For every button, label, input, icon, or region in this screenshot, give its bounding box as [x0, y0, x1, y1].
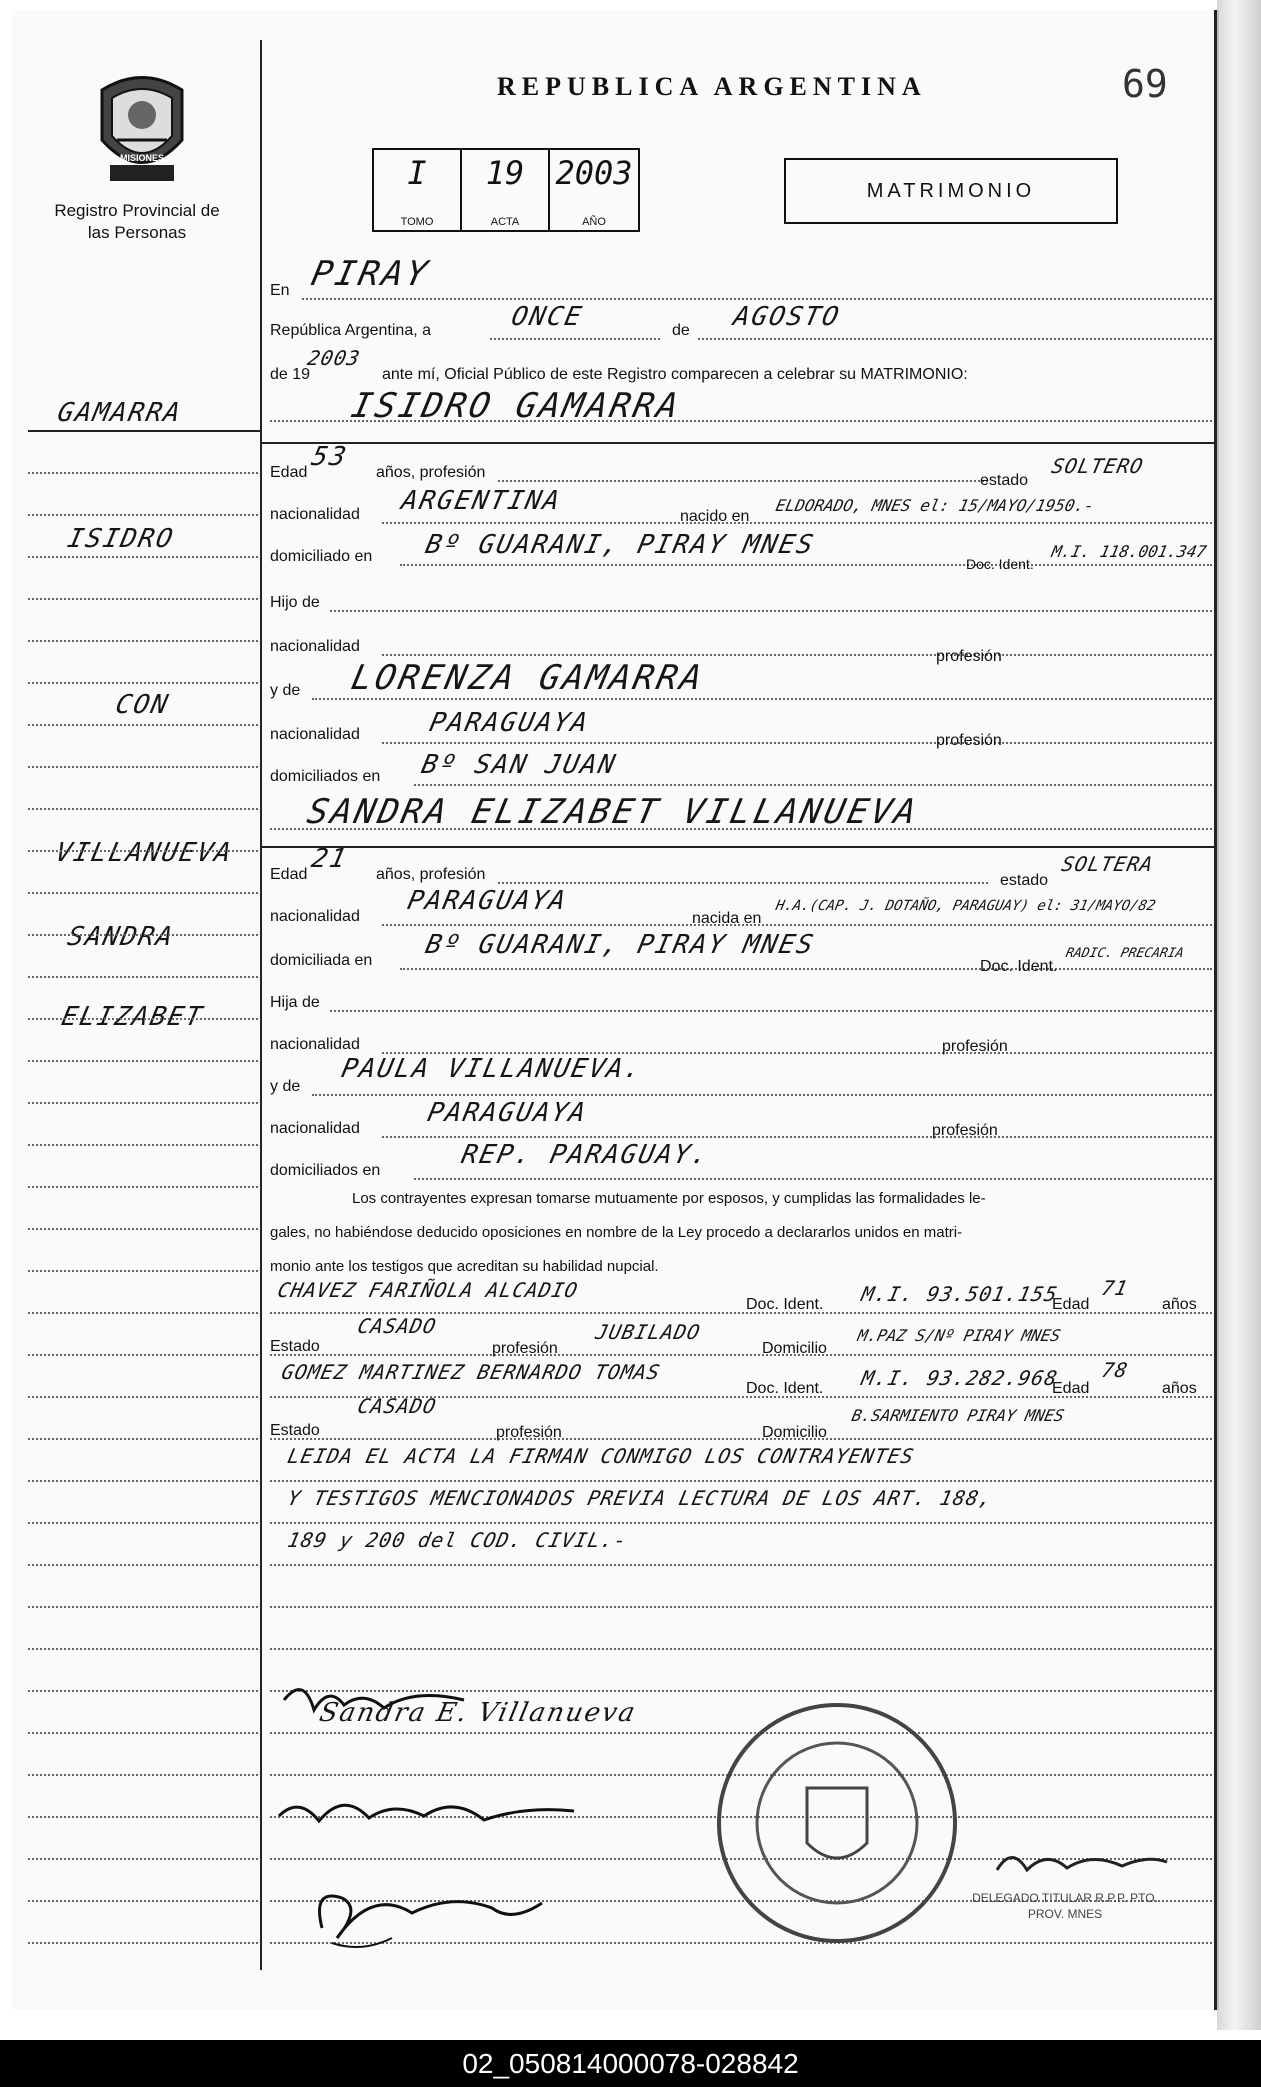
estado-label: estado: [980, 472, 1029, 489]
official-stamp-text: DELEGADO TITULAR R.P.P. PTO. PROV. MNES: [972, 1891, 1158, 1921]
rule: [302, 298, 1212, 300]
domicilio-label: Domicilio: [762, 1424, 827, 1441]
groom-doc: M.I. 118.001.347: [1049, 542, 1209, 561]
nacionalidad-label: nacionalidad: [270, 1036, 360, 1053]
bride-nationality: PARAGUAYA: [404, 886, 571, 916]
margin-ruled-line: [28, 514, 258, 516]
rule: [330, 1010, 1212, 1012]
edad-label: Edad: [270, 464, 308, 481]
rule: [270, 1522, 1212, 1524]
rule: [270, 1438, 1212, 1440]
margin-ruled-line: [28, 1606, 258, 1608]
statement-line-3: monio ante los testigos que acreditan su habilidad nupcial.: [270, 1258, 659, 1275]
en-label: En: [270, 282, 290, 299]
acta-value: 19: [485, 154, 525, 192]
estado-label: Estado: [270, 1338, 320, 1355]
de-label: de: [672, 322, 690, 339]
registry-stamp-icon: [712, 1698, 962, 1948]
domiciliado-label: domiciliado en: [270, 548, 373, 565]
page-edge: [1217, 0, 1261, 2030]
acta-cell: [462, 150, 550, 230]
doc-label: Doc. Ident.: [966, 556, 1034, 572]
margin-divider: [260, 40, 262, 1970]
nacionalidad-label: nacionalidad: [270, 638, 360, 655]
statement-line-1: Los contrayentes expresan tomarse mutuamente por esposos, y cumplidas las formalidades le-: [352, 1190, 986, 1207]
nacionalidad-label: nacionalidad: [270, 908, 360, 925]
ante-text: ante mí, Oficial Público de este Registro comparecen a celebrar su MATRIMONIO:: [382, 366, 968, 383]
witness-2-domicilio: B.SARMIENTO PIRAY MNES: [849, 1406, 1066, 1425]
margin-ruled-line: [28, 1564, 258, 1566]
edad-label: Edad: [270, 866, 308, 883]
hija-label: Hija de: [270, 994, 320, 1011]
bride-full-name: SANDRA ELIZABET VILLANUEVA: [303, 792, 923, 832]
margin-ruled-line: [28, 1816, 258, 1818]
margin-ruled-line: [28, 724, 258, 726]
tomo-cell: [374, 150, 462, 230]
bride-parents-address: REP. PARAGUAY.: [458, 1140, 713, 1170]
anos-label: años: [1162, 1296, 1197, 1313]
rule: [312, 698, 1212, 700]
year-value: 2003: [305, 346, 363, 370]
year-prefix: de 19: [270, 366, 311, 383]
witness-1-doc: M.I. 93.501.155: [859, 1282, 1061, 1306]
day-value: ONCE: [508, 302, 586, 332]
margin-ruled-line: [28, 1648, 258, 1650]
margin-rule: [28, 430, 260, 432]
closing-line-2: Y TESTIGOS MENCIONADOS PREVIA LECTURA DE LOS ART. 188,: [285, 1486, 995, 1510]
profesion-label: profesión: [496, 1424, 562, 1441]
margin-ruled-line: [28, 1438, 258, 1440]
witness-2-signature: [302, 1868, 552, 1958]
witness-2-age: 78: [1099, 1358, 1131, 1382]
bride-doc: RADIC. PRECARIA: [1064, 946, 1186, 961]
witness-2-estado: CASADO: [355, 1394, 439, 1418]
yde-label: y de: [270, 682, 301, 699]
margin-note-name: ISIDRO: [64, 524, 178, 554]
margin-ruled-line: [28, 1900, 258, 1902]
rule: [382, 1136, 1212, 1138]
bride-mother-nationality: PARAGUAYA: [424, 1098, 591, 1128]
ruled-line: [270, 1606, 1212, 1608]
margin-ruled-line: [28, 1732, 258, 1734]
domicilio-label: Domicilio: [762, 1340, 827, 1357]
anio-cell: [550, 150, 638, 230]
groom-estado: SOLTERO: [1049, 454, 1146, 478]
groom-name: ISIDRO GAMARRA: [347, 386, 685, 426]
groom-mother-nationality: PARAGUAYA: [426, 708, 593, 738]
bride-birthplace: H.A.(CAP. J. DOTAÑO, PARAGUAY) el: 31/MAYO/82: [774, 898, 1157, 914]
doc-label: Doc. Ident.: [746, 1380, 824, 1397]
record-number-box: [372, 148, 640, 232]
anos-label: años: [1162, 1380, 1197, 1397]
rule: [498, 480, 988, 482]
margin-ruled-line: [28, 766, 258, 768]
margin-ruled-line: [28, 472, 258, 474]
witness-1-profesion: JUBILADO: [593, 1320, 703, 1344]
margin-ruled-line: [28, 808, 258, 810]
republica-label: República Argentina, a: [270, 322, 431, 339]
margin-ruled-line: [28, 556, 258, 558]
coat-of-arms-icon: [92, 70, 192, 190]
margin-ruled-line: [28, 1186, 258, 1188]
profesion-label: años, profesión: [376, 464, 486, 481]
section-rule: [262, 442, 1214, 444]
bride-estado: SOLTERA: [1059, 852, 1156, 876]
rule: [330, 610, 1212, 612]
witness-1-domicilio: M.PAZ S/Nº PIRAY MNES: [855, 1326, 1063, 1345]
groom-parents-address: Bº SAN JUAN: [418, 750, 620, 780]
nacionalidad-label: nacionalidad: [270, 506, 360, 523]
document-id-footer: 02_050814000078-028842: [0, 2040, 1261, 2087]
margin-ruled-line: [28, 1102, 258, 1104]
margin-note-bride-name: SANDRA: [64, 922, 178, 952]
bride-mother: PAULA VILLANUEVA.: [338, 1054, 646, 1084]
witness-2-name: GOMEZ MARTINEZ BERNARDO TOMAS: [279, 1360, 663, 1384]
rule: [382, 654, 1212, 656]
tomo-value: I: [407, 154, 427, 192]
month-value: AGOSTO: [730, 302, 844, 332]
margin-ruled-line: [28, 1774, 258, 1776]
estado-label: Estado: [270, 1422, 320, 1439]
domiciliados-label: domiciliados en: [270, 1162, 381, 1179]
acta-label: ACTA: [490, 216, 520, 228]
rule: [270, 1564, 1212, 1566]
margin-ruled-line: [28, 1228, 258, 1230]
rule: [312, 1094, 1212, 1096]
hijo-label: Hijo de: [270, 594, 320, 611]
margin-ruled-line: [28, 1480, 258, 1482]
rule: [382, 742, 1212, 744]
rule: [400, 564, 1212, 566]
place-value: PIRAY: [307, 254, 434, 294]
statement-line-2: gales, no habiéndose deducido oposiciones en nombre de la Ley procedo a declararlos unidos en matri-: [270, 1224, 963, 1241]
margin-note-surname: GAMARRA: [54, 398, 185, 428]
margin-ruled-line: [28, 934, 258, 936]
rule: [498, 882, 988, 884]
rule: [382, 924, 1212, 926]
margin-note-bride-surname: VILLANUEVA: [52, 838, 236, 868]
doc-label: Doc. Ident.: [980, 958, 1058, 975]
witness-2-doc: M.I. 93.282.968: [859, 1366, 1061, 1390]
tomo-label: TOMO: [400, 216, 434, 228]
margin-ruled-line: [28, 1522, 258, 1524]
profesion-label: años, profesión: [376, 866, 486, 883]
margin-ruled-line: [28, 1942, 258, 1944]
groom-address: Bº GUARANI, PIRAY MNES: [422, 530, 818, 560]
margin-note-con: CON: [112, 690, 173, 720]
profesion-label: profesión: [936, 732, 1002, 749]
witness-1-age: 71: [1099, 1276, 1131, 1300]
margin-ruled-line: [28, 682, 258, 684]
margin-ruled-line: [28, 1858, 258, 1860]
groom-birthplace: ELDORADO, MNES el: 15/MAYO/1950.-: [773, 496, 1096, 515]
nacido-label: nacido en: [680, 508, 750, 525]
seal-label: MISIONES: [119, 153, 164, 163]
doc-type-box: MATRIMONIO: [784, 158, 1118, 224]
domiciliada-label: domiciliada en: [270, 952, 373, 969]
profesion-label: profesión: [932, 1122, 998, 1139]
rule: [270, 1354, 1212, 1356]
margin-ruled-line: [28, 1060, 258, 1062]
margin-ruled-line: [28, 598, 258, 600]
margin-note-bride-middle: ELIZABET: [58, 1002, 207, 1032]
profesion-label: profesión: [492, 1340, 558, 1357]
registry-name: Registro Provincial de las Personas: [54, 201, 220, 242]
margin-ruled-line: [28, 1270, 258, 1272]
rule: [490, 338, 660, 340]
closing-line-3: 189 y 200 del COD. CIVIL.-: [285, 1528, 630, 1552]
estado-label: estado: [1000, 872, 1049, 889]
edad-label: Edad: [1052, 1380, 1090, 1397]
witness-1-estado: CASADO: [355, 1314, 439, 1338]
edad-label: Edad: [1052, 1296, 1090, 1313]
domiciliados-label: domiciliados en: [270, 768, 381, 785]
section-rule: [262, 846, 1214, 848]
rule: [270, 1480, 1212, 1482]
ruled-line: [270, 1648, 1212, 1650]
witness-1-name: CHAVEZ FARIÑOLA ALCADIO: [275, 1278, 581, 1302]
witness-1-signature: [274, 1776, 594, 1846]
bride-signature: Sandra E. Villanueva: [316, 1698, 640, 1728]
closing-line-1: LEIDA EL ACTA LA FIRMAN CONMIGO LOS CONTRAYENTES: [285, 1444, 917, 1468]
margin-ruled-line: [28, 892, 258, 894]
rule: [698, 338, 1212, 340]
margin-ruled-line: [28, 976, 258, 978]
rule: [414, 784, 1212, 786]
groom-nationality: ARGENTINA: [398, 486, 565, 516]
groom-mother: LORENZA GAMARRA: [347, 658, 709, 698]
register-page: [12, 10, 1217, 2010]
margin-ruled-line: [28, 1690, 258, 1692]
margin-ruled-line: [28, 850, 258, 852]
rule: [400, 968, 1212, 970]
anio-value: 2003: [555, 154, 633, 192]
margin-ruled-line: [28, 640, 258, 642]
rule: [382, 522, 1212, 524]
margin-ruled-line: [28, 1018, 258, 1020]
profesion-label: profesión: [942, 1038, 1008, 1055]
doc-label: Doc. Ident.: [746, 1296, 824, 1313]
bride-age: 21: [308, 844, 351, 874]
groom-age: 53: [308, 442, 351, 472]
nacida-label: nacida en: [692, 910, 762, 927]
margin-ruled-line: [28, 1144, 258, 1146]
nacionalidad-label: nacionalidad: [270, 726, 360, 743]
rule: [414, 1178, 1212, 1180]
nacionalidad-label: nacionalidad: [270, 1120, 360, 1137]
official-signature: [992, 1840, 1172, 1890]
margin-ruled-line: [28, 1354, 258, 1356]
country-title: REPUBLICA ARGENTINA: [497, 72, 927, 101]
bride-address: Bº GUARANI, PIRAY MNES: [422, 930, 818, 960]
page-number: 69: [1122, 62, 1168, 106]
margin-ruled-line: [28, 1312, 258, 1314]
profesion-label: profesión: [936, 648, 1002, 665]
anio-label: AÑO: [582, 216, 606, 228]
yde-label: y de: [270, 1078, 301, 1095]
margin-ruled-line: [28, 1396, 258, 1398]
